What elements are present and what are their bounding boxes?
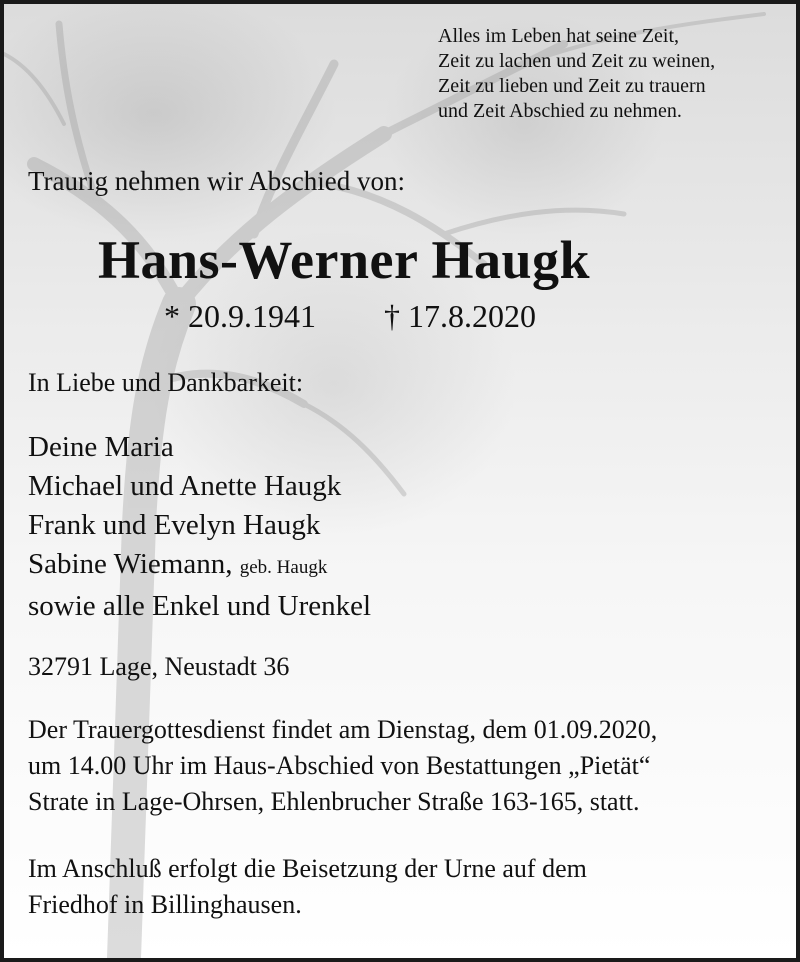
motto-line: Zeit zu lieben und Zeit zu trauern	[438, 75, 706, 97]
deceased-name: Hans-Werner Haugk	[98, 230, 591, 290]
service-line: um 14.00 Uhr im Haus-Abschied von Bestattungen „Pietät“	[28, 751, 651, 780]
family-member-name: Sabine Wiemann,	[28, 548, 233, 580]
maiden-name-note: geb. Haugk	[239, 557, 328, 578]
family-member	[28, 545, 371, 587]
motto-line: und Zeit Abschied zu nehmen.	[438, 100, 682, 122]
intro-text: Traurig nehmen wir Abschied von:	[28, 166, 405, 196]
motto-line: Alles im Leben hat seine Zeit,	[438, 25, 680, 47]
family-member: sowie alle Enkel und Urenkel	[28, 590, 372, 622]
death-date: † 17.8.2020	[384, 298, 536, 334]
dedication-text: In Liebe und Dankbarkeit:	[28, 368, 304, 397]
motto-poem	[438, 24, 715, 124]
address: 32791 Lage, Neustadt 36	[28, 652, 290, 681]
burial-line: Friedhof in Billinghausen.	[28, 890, 302, 919]
motto-line: Zeit zu lachen und Zeit zu weinen,	[438, 50, 716, 72]
service-info	[28, 712, 657, 820]
service-line: Der Trauergottesdienst findet am Dienstag, dem 01.09.2020,	[28, 715, 658, 744]
burial-info	[28, 851, 587, 923]
family-member: Deine Maria	[28, 431, 174, 463]
family-member: Michael und Anette Haugk	[28, 470, 342, 502]
family-list	[28, 428, 371, 626]
service-line: Strate in Lage-Ohrsen, Ehlenbrucher Straße 163-165, statt.	[28, 787, 640, 816]
burial-line: Im Anschluß erfolgt die Beisetzung der Urne auf dem	[28, 854, 587, 883]
family-member: Frank und Evelyn Haugk	[28, 509, 321, 541]
birth-date: * 20.9.1941	[164, 298, 316, 334]
